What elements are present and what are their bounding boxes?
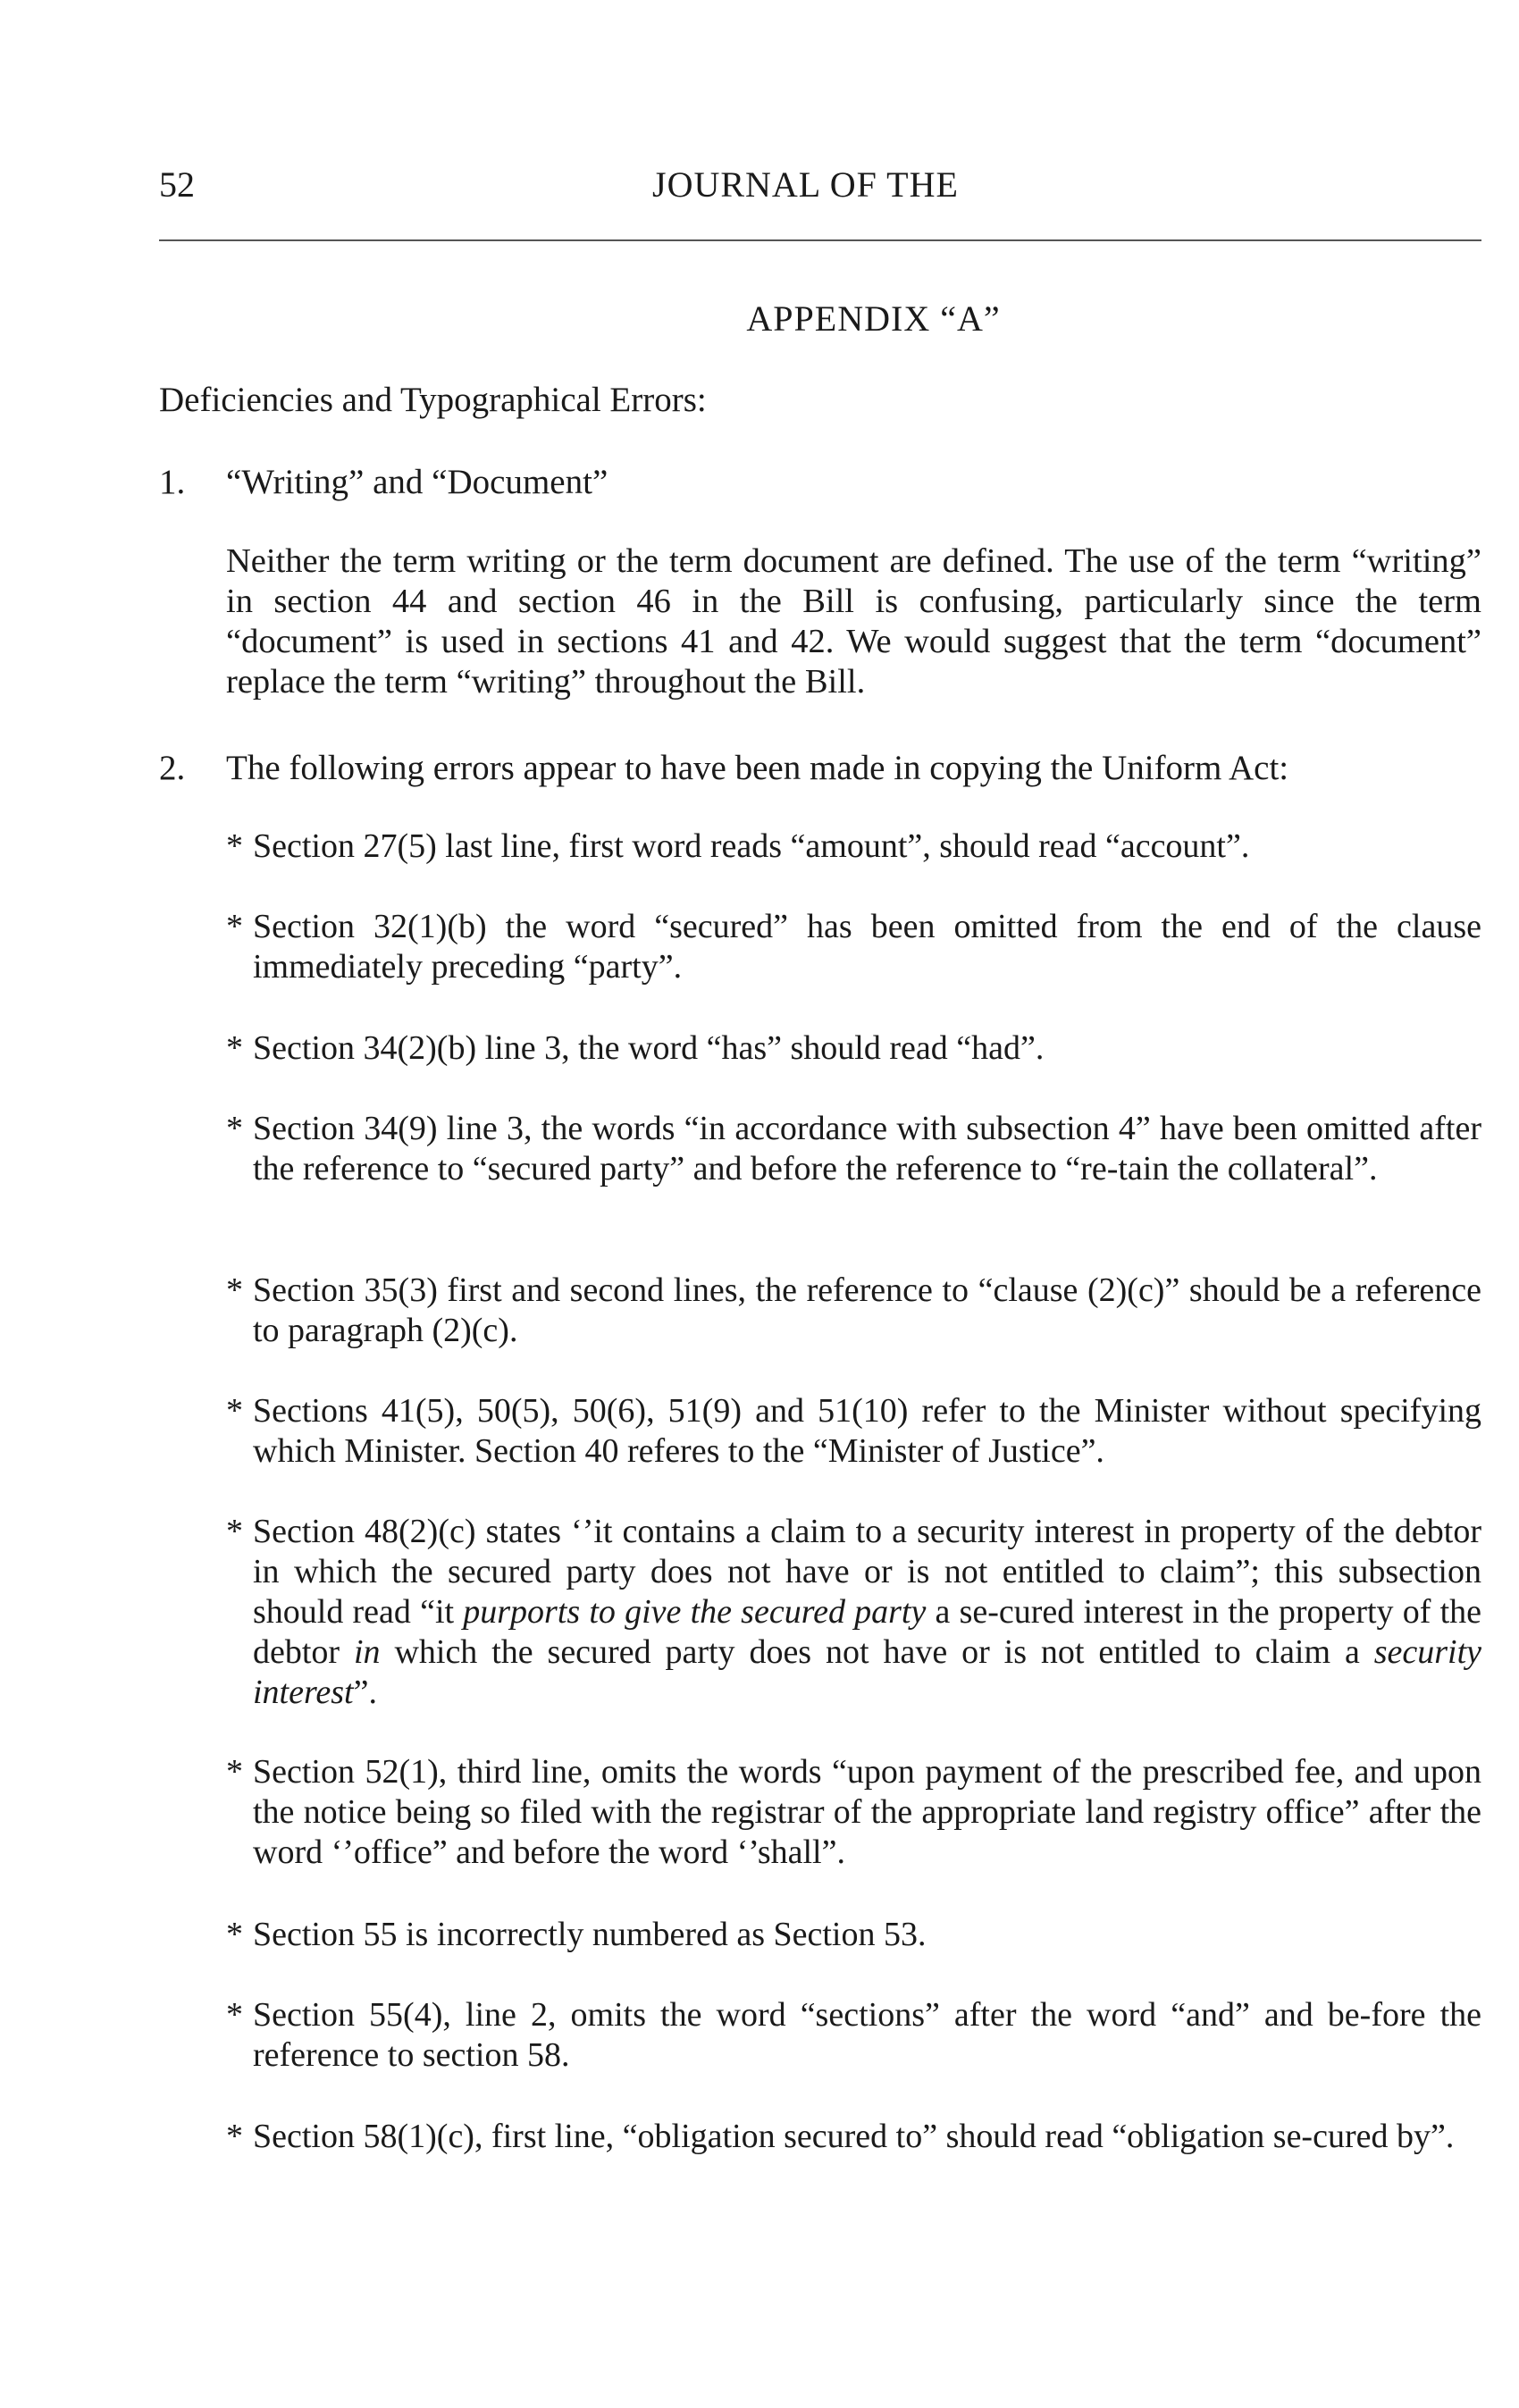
bullet-marker: * xyxy=(226,2118,243,2155)
appendix-title-text: APPENDIX “A” xyxy=(746,298,1001,339)
text-run: ”. xyxy=(353,1674,377,1711)
item-paragraph: Neither the term writing or the term document are defined. The use of the term “writing” in section 44 and section 46 in the Bill is confusing, particularly since the term “document” is used in sections 41 and 42. We would suggest that the term “document” replace the term “writing” throughout the Bill. xyxy=(226,542,1481,701)
bullet-marker: * xyxy=(226,1271,243,1309)
header-rule xyxy=(159,239,1481,241)
list-item xyxy=(226,907,1481,987)
bullet-marker: * xyxy=(226,1996,243,2034)
text-run: Section 48(2)(c) states ‘’it contains a claim to a security interest in property of the debtor in which the secured party does not have or is not entitled to claim”; this subsection should read “it xyxy=(253,1513,1481,1631)
journal-title: JOURNAL OF THE xyxy=(652,164,959,205)
list-item-text: Section 27(5) last line, first word reads “amount”, should read “account”. xyxy=(253,827,1250,865)
bullet-marker: * xyxy=(226,908,243,945)
list-item xyxy=(226,2117,1481,2157)
italic-run: security interest xyxy=(253,1633,1482,1711)
bullet-marker: * xyxy=(226,1392,243,1430)
text-run: which the secured party does not have or is not entitled to claim a xyxy=(380,1633,1374,1671)
list-item-text: Section 32(1)(b) the word “secured” has been omitted from the end of the clause immediately preceding “party”. xyxy=(253,908,1481,986)
list-item-text: Section 52(1), third line, omits the words “upon payment of the prescribed fee, and upon the notice being so filed with the registrar of the appropriate land registry office” after the word ‘’office” and before the word ‘’shall”. xyxy=(253,1753,1481,1871)
item-heading: “Writing” and “Document” xyxy=(226,463,608,501)
list-item-text: Section 55 is incorrectly numbered as Section 53. xyxy=(253,1916,927,1953)
section-lead: Deficiencies and Typographical Errors: xyxy=(159,381,707,419)
list-item-text: Section 34(2)(b) line 3, the word “has” should read “had”. xyxy=(253,1029,1045,1067)
list-item xyxy=(226,826,1481,867)
running-head xyxy=(159,163,1481,207)
bullet-marker: * xyxy=(226,1753,243,1791)
list-item-text: Section 35(3) first and second lines, the reference to “clause (2)(c)” should be a reference to paragraph (2)(c). xyxy=(253,1271,1481,1349)
page-number: 52 xyxy=(159,164,195,205)
item-number: 1. xyxy=(159,463,186,501)
bullet-marker: * xyxy=(226,1916,243,1953)
italic-run: in xyxy=(353,1633,381,1671)
text-run: a se-cured interest in the property of the debtor xyxy=(253,1593,1481,1671)
list-item xyxy=(226,1028,1481,1069)
list-item-text: Sections 41(5), 50(5), 50(6), 51(9) and 51(10) refer to the Minister without specifying which Minister. Section 40 referes to the “Minister of Justice”. xyxy=(253,1392,1481,1470)
bullet-marker: * xyxy=(226,1110,243,1147)
list-item-text: Section 58(1)(c), first line, “obligation secured to” should read “obligation se-cured by”. xyxy=(253,2118,1455,2155)
item-heading: The following errors appear to have been made in copying the Uniform Act: xyxy=(226,749,1289,787)
list-item-text: Section 34(9) line 3, the words “in accordance with subsection 4” have been omitted after the reference to “secured party” and before the reference to “re-tain the collateral”. xyxy=(253,1110,1481,1187)
list-item xyxy=(226,1391,1481,1472)
list-item xyxy=(226,1752,1481,1873)
item-number: 2. xyxy=(159,749,186,787)
list-item xyxy=(226,1512,1481,1713)
list-item xyxy=(226,1271,1481,1351)
list-item xyxy=(226,1109,1481,1189)
list-item xyxy=(226,1995,1481,2076)
italic-run: purports to give the secured party xyxy=(463,1593,927,1631)
list-item-text xyxy=(253,1512,1481,1713)
list-item-text: Section 55(4), line 2, omits the word “sections” after the word “and” and be-fore the reference to section 58. xyxy=(253,1996,1481,2074)
bullet-marker: * xyxy=(226,827,243,865)
bullet-marker: * xyxy=(226,1029,243,1067)
list-item xyxy=(226,1915,1481,1955)
appendix-title xyxy=(0,297,1519,341)
bullet-marker: * xyxy=(226,1513,243,1550)
